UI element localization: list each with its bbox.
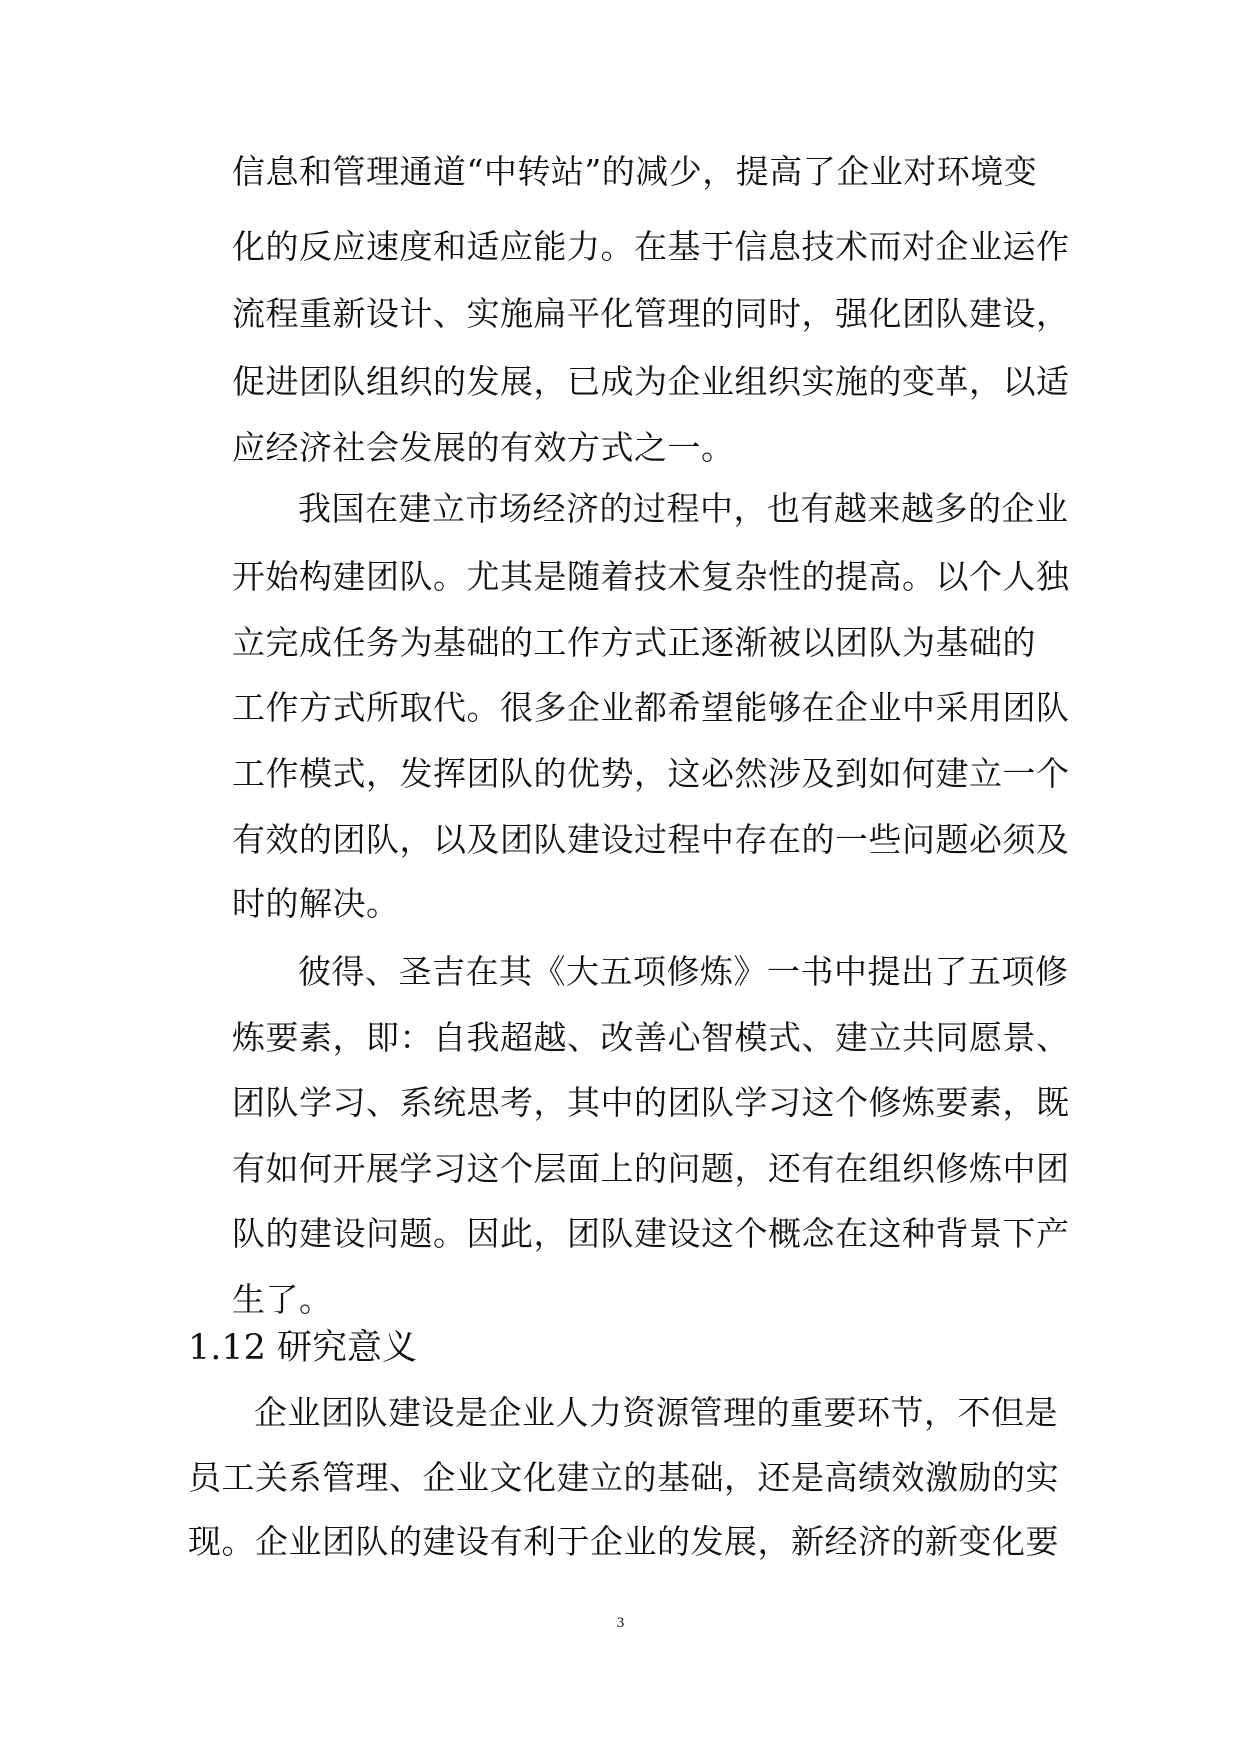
- paragraph-3-line-2: 炼要素，即：自我超越、改善心智模式、建立共同愿景、: [232, 1018, 1070, 1057]
- paragraph-2-line-7: 时的解决。: [232, 884, 400, 923]
- section-line-3: 现。企业团队的建设有利于企业的发展，新经济的新变化要: [188, 1522, 1059, 1561]
- paragraph-2-line-4: 工作方式所取代。很多企业都希望能够在企业中采用团队: [232, 688, 1070, 727]
- paragraph-2-line-5: 工作模式，发挥团队的优势，这必然涉及到如何建立一个: [232, 754, 1070, 793]
- section-heading: 1.12 研究意义: [188, 1328, 418, 1368]
- paragraph-3-line-6: 生了。: [232, 1280, 333, 1319]
- section-line-1: 企业团队建设是企业人力资源管理的重要环节，不但是: [254, 1393, 1058, 1432]
- paragraph-1-line-2: 化的反应速度和适应能力。在基于信息技术而对企业运作: [232, 227, 1070, 266]
- section-line-2: 员工关系管理、企业文化建立的基础，还是高绩效激励的实: [188, 1458, 1059, 1497]
- paragraph-2-line-3: 立完成任务为基础的工作方式正逐渐被以团队为基础的: [232, 623, 1036, 662]
- paragraph-3-line-4: 有如何开展学习这个层面上的问题，还有在组织修炼中团: [232, 1149, 1070, 1188]
- paragraph-2-line-1: 我国在建立市场经济的过程中，也有越来越多的企业: [298, 489, 1069, 528]
- paragraph-3-line-5: 队的建设问题。因此，团队建设这个概念在这种背景下产: [232, 1214, 1070, 1253]
- paragraph-1-line-5: 应经济社会发展的有效方式之一。: [232, 428, 735, 467]
- paragraph-1-line-3: 流程重新设计、实施扁平化管理的同时，强化团队建设，: [232, 294, 1070, 333]
- paragraph-2-line-2: 开始构建团队。尤其是随着技术复杂性的提高。以个人独: [232, 557, 1070, 596]
- paragraph-1-line-1: 信息和管理通道“中转站”的减少，提高了企业对环境变: [232, 152, 1038, 191]
- page-number: 3: [616, 1615, 625, 1631]
- paragraph-2-line-6: 有效的团队，以及团队建设过程中存在的一些问题必须及: [232, 820, 1070, 859]
- paragraph-3-line-1: 彼得、圣吉在其《大五项修炼》一书中提出了五项修: [298, 952, 1069, 991]
- paragraph-1-line-4: 促进团队组织的发展，已成为企业组织实施的变革，以适: [232, 362, 1070, 401]
- paragraph-3-line-3: 团队学习、系统思考，其中的团队学习这个修炼要素，既: [232, 1083, 1070, 1122]
